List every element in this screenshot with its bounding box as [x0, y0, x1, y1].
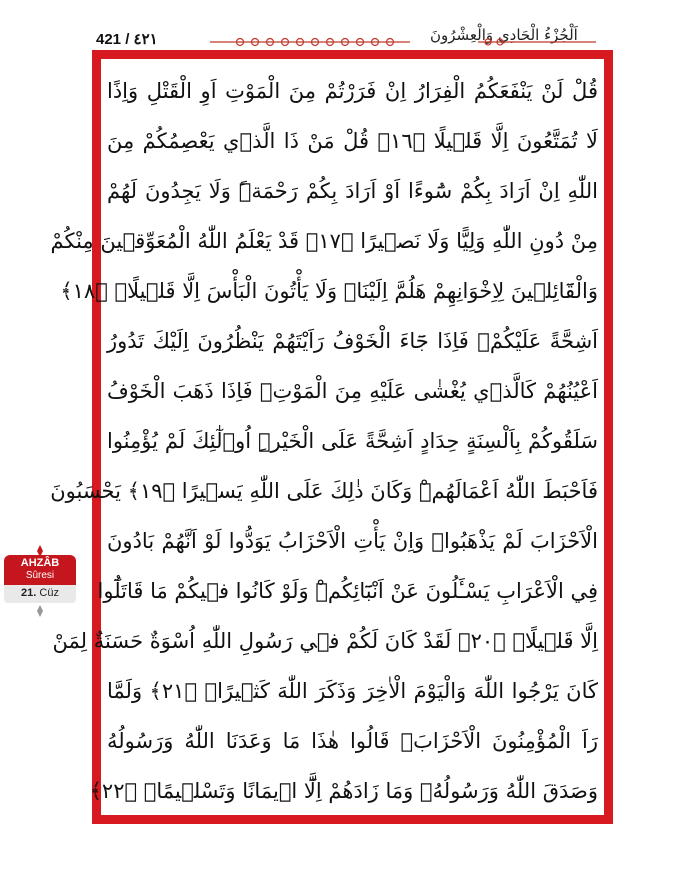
text-line: فَاَحْبَطَ اللّٰهُ اَعْمَالَهُمْۜ وَكَانَ ذٰلِكَ عَلَى اللّٰهِ يَس۪يرًا ﴿١٩﴾ يَحْسَبُونَ: [50, 479, 598, 503]
juz-number: 21.: [21, 587, 37, 599]
surah-tab[interactable]: [0, 555, 88, 603]
text-line: وَصَدَقَ اللّٰهُ وَرَسُولُهُۘ وَمَا زَادَهُمْ اِلَّٓا ا۪يمَانًا وَتَسْل۪يمًاۜ ﴿٢٢﴾: [89, 779, 598, 803]
header-ornament-right: [478, 37, 596, 47]
text-line: رَاَ الْمُؤْمِنُونَ الْاَحْزَابَۙ قَالُوا هٰذَا مَا وَعَدَنَا اللّٰهُ وَرَسُولُهُ: [107, 729, 598, 753]
text-line: فِي الْاَعْرَابِ يَسْـَٔلُونَ عَنْ اَنْبَٓائِكُمْۜ وَلَوْ كَانُوا ف۪يكُمْ مَا قَاتَلُٓوا: [97, 579, 598, 603]
text-line: كَانَ يَرْجُوا اللّٰهَ وَالْيَوْمَ الْاٰخِرَ وَذَكَرَ اللّٰهَ كَث۪يرًاۜ ﴿٢١﴾ وَلَمَّا: [107, 679, 599, 703]
text-line: قُلْ لَنْ يَنْفَعَكُمُ الْفِرَارُ اِنْ فَرَرْتُمْ مِنَ الْمَوْتِ اَوِ الْقَتْلِ وَاِذًا: [107, 79, 598, 103]
text-line: اللّٰهِ اِنْ اَرَادَ بِكُمْ سُٓوءًا اَوْ اَرَادَ بِكُمْ رَحْمَةًۜ وَلَا يَجِدُونَ لَهُمْ: [107, 179, 598, 203]
diamond-ornament-icon: [34, 605, 46, 617]
page-header: [0, 0, 700, 52]
text-line: لَا تُمَتَّعُونَ اِلَّا قَل۪يلًا ﴿١٦﴾ قُلْ مَنْ ذَا الَّذ۪ي يَعْصِمُكُمْ مِنَ: [107, 129, 598, 153]
text-line: اَشِحَّةً عَلَيْكُمْۚ فَاِذَا جَٓاءَ الْخَوْفُ رَاَيْتَهُمْ يَنْظُرُونَ اِلَيْكَ تَدُورُ: [107, 329, 598, 353]
header-ornament-left: [210, 37, 410, 47]
text-line: اَعْيُنُهُمْ كَالَّذ۪ي يُغْشٰى عَلَيْهِ مِنَ الْمَوْتِۚ فَاِذَا ذَهَبَ الْخَوْفُ: [107, 379, 598, 403]
surah-name: AHZÂB: [20, 557, 60, 569]
juz-word: Cüz: [39, 587, 59, 599]
surah-subtitle: Sûresi: [25, 570, 55, 581]
page-frame: [50, 50, 613, 824]
text-line: سَلَقُوكُمْ بِاَلْسِنَةٍ حِدَادٍ اَشِحَّةً عَلَى الْخَيْرِۜ اُو۬لٰٓئِكَ لَمْ يُؤْمِنُوا: [107, 429, 598, 453]
text-line: اِلَّا قَل۪يلًا۟ ﴿٢٠﴾ لَقَدْ كَانَ لَكُمْ ف۪ي رَسُولِ اللّٰهِ اُسْوَةٌ حَسَنَةٌ لِمَنْ: [52, 629, 598, 653]
text-line: الْاَحْزَابَ لَمْ يَذْهَبُواۚ وَاِنْ يَأْتِ الْاَحْزَابُ يَوَدُّوا لَوْ اَنَّهُمْ بَادُونَ: [107, 529, 598, 553]
text-line: مِنْ دُونِ اللّٰهِ وَلِيًّا وَلَا نَص۪يرًا ﴿١٧﴾ قَدْ يَعْلَمُ اللّٰهُ الْمُعَوِّق۪ينَ مِنْكُمْ: [50, 229, 598, 253]
juz-label: [4, 587, 76, 599]
juz-title: اَلْجُزْءُ الْحَادِي وَالْعِشْرُونَ: [430, 26, 578, 44]
page-number: 421 / ٤٢١: [96, 31, 158, 48]
text-line: وَالْقَٓائِل۪ينَ لِاِخْوَانِهِمْ هَلُمَّ اِلَيْنَاۚ وَلَا يَأْتُونَ الْبَأْسَ اِلَّا قَل۪يلًاۙ ﴿١٨﴾: [60, 279, 598, 303]
text-area: [50, 58, 605, 816]
